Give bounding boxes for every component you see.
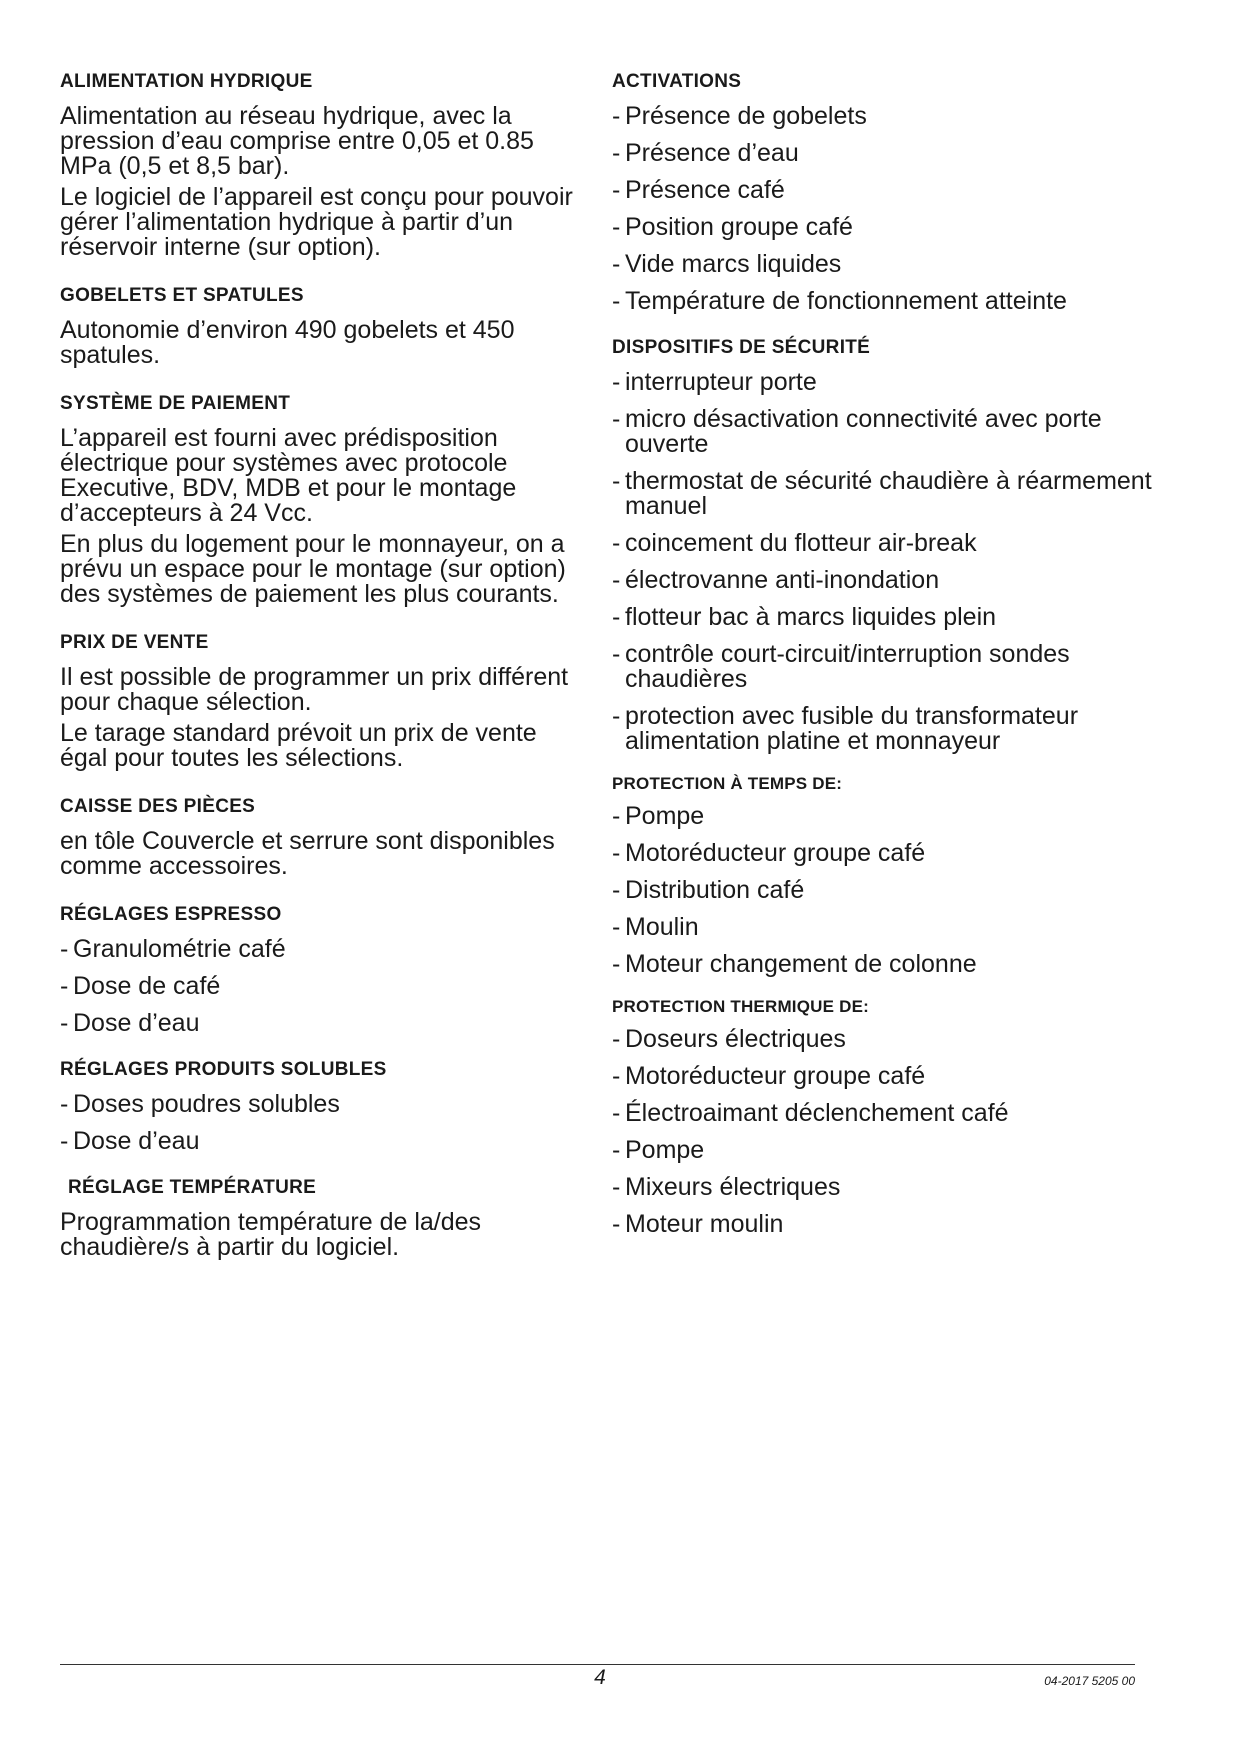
section-protection-thermique — [612, 995, 1172, 1237]
section-systeme-paiement — [60, 392, 580, 607]
paragraph: Autonomie d’environ 490 gobelets et 450 spatules. — [60, 316, 515, 369]
list-item: - interrupteur porte — [612, 370, 1172, 395]
list-item: - coincement du flotteur air-break — [612, 531, 1172, 556]
list-item: - Dose d’eau — [60, 1011, 580, 1036]
list-item: - Pompe — [612, 1138, 1172, 1163]
list-item: - Doses poudres solubles — [60, 1092, 580, 1117]
dash-list — [60, 1092, 580, 1154]
section-protection-temps — [612, 772, 1172, 977]
section-reglages-solubles — [60, 1058, 580, 1154]
section-prix-vente — [60, 631, 580, 771]
list-item: - Moteur moulin — [612, 1212, 1172, 1237]
dash-list — [612, 370, 1172, 754]
list-item: - Pompe — [612, 804, 1172, 829]
left-column — [60, 70, 580, 1266]
list-item: - électrovanne anti-inondation — [612, 568, 1172, 593]
dash-list — [612, 1027, 1172, 1237]
list-item: - Distribution café — [612, 878, 1172, 903]
section-activations — [612, 70, 1172, 314]
list-item: - Position groupe café — [612, 215, 1172, 240]
list-item: - Présence d’eau — [612, 141, 1172, 166]
list-item: - contrôle court-circuit/interruption sondes chaudières — [612, 642, 1172, 692]
list-item: - thermostat de sécurité chaudière à réarmement manuel — [612, 469, 1172, 519]
section-reglage-temperature — [60, 1176, 580, 1260]
paragraph: Alimentation au réseau hydrique, avec la pression d’eau comprise entre 0,05 et 0.85 MPa (0,5 et 8,5 bar). — [60, 102, 534, 180]
dash-list — [612, 804, 1172, 977]
list-item: - Mixeurs électriques — [612, 1175, 1172, 1200]
paragraph: Le logiciel de l’appareil est conçu pour pouvoir gérer l’alimentation hydrique à partir d’un réservoir interne (sur option). — [60, 183, 573, 261]
paragraph: Il est possible de programmer un prix différent pour chaque sélection. — [60, 663, 569, 716]
list-item: - micro désactivation connectivité avec porte ouverte — [612, 407, 1172, 457]
dash-list — [60, 937, 580, 1036]
paragraph: Le tarage standard prévoit un prix de vente égal pour toutes les sélections. — [60, 719, 537, 772]
list-item: - Granulométrie café — [60, 937, 580, 962]
section-heading: RÉGLAGE TEMPÉRATURE — [68, 1177, 317, 1198]
list-item: - Vide marcs liquides — [612, 252, 1172, 277]
list-item: - Motoréducteur groupe café — [612, 1064, 1172, 1089]
section-heading: GOBELETS ET SPATULES — [60, 285, 304, 306]
list-item: - Dose de café — [60, 974, 580, 999]
list-item: - Présence café — [612, 178, 1172, 203]
section-heading: DISPOSITIFS DE SÉCURITÉ — [612, 337, 871, 358]
paragraph: L’appareil est fourni avec prédisposition électrique pour systèmes avec protocole Executive, BDV, MDB et pour le montage d’accepteurs à 24 Vcc. — [60, 424, 517, 527]
section-alimentation-hydrique — [60, 70, 580, 260]
section-heading: PRIX DE VENTE — [60, 632, 209, 653]
section-heading: PROTECTION THERMIQUE DE: — [612, 997, 869, 1016]
right-column — [612, 70, 1172, 1237]
list-item: - Électroaimant déclenchement café — [612, 1101, 1172, 1126]
section-heading: ALIMENTATION HYDRIQUE — [60, 71, 313, 92]
footer-divider — [60, 1664, 1135, 1665]
list-item: - protection avec fusible du transformateur alimentation platine et monnayeur — [612, 704, 1172, 754]
list-item: - Dose d’eau — [60, 1129, 580, 1154]
section-reglages-espresso — [60, 903, 580, 1036]
section-heading: SYSTÈME DE PAIEMENT — [60, 393, 291, 414]
paragraph: En plus du logement pour le monnayeur, on a prévu un espace pour le montage (sur option) des systèmes de paiement les plus courants. — [60, 530, 566, 608]
list-item: - flotteur bac à marcs liquides plein — [612, 605, 1172, 630]
section-heading: RÉGLAGES ESPRESSO — [60, 904, 282, 925]
paragraph: en tôle Couvercle et serrure sont disponibles comme accessoires. — [60, 827, 555, 880]
document-code: 04-2017 5205 00 — [1044, 1674, 1135, 1688]
page-number: 4 — [594, 1666, 606, 1689]
list-item: - Doseurs électriques — [612, 1027, 1172, 1052]
section-heading: RÉGLAGES PRODUITS SOLUBLES — [60, 1059, 387, 1080]
list-item: - Température de fonctionnement atteinte — [612, 289, 1172, 314]
section-caisse-pieces — [60, 795, 580, 879]
list-item: - Moteur changement de colonne — [612, 952, 1172, 977]
list-item: - Moulin — [612, 915, 1172, 940]
list-item: - Présence de gobelets — [612, 104, 1172, 129]
section-dispositifs-securite — [612, 336, 1172, 754]
section-heading: CAISSE DES PIÈCES — [60, 796, 256, 817]
section-heading: PROTECTION À TEMPS DE: — [612, 774, 843, 793]
section-gobelets-spatules — [60, 284, 580, 368]
section-heading: ACTIVATIONS — [612, 71, 742, 92]
list-item: - Motoréducteur groupe café — [612, 841, 1172, 866]
dash-list — [612, 104, 1172, 314]
paragraph: Programmation température de la/des chaudière/s à partir du logiciel. — [60, 1208, 482, 1261]
